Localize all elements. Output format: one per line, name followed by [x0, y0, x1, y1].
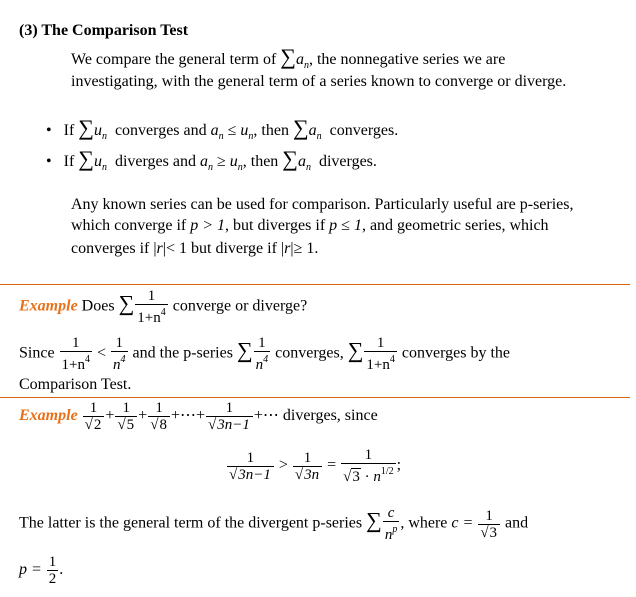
sub-n: n — [316, 131, 322, 142]
example-1-answer — [19, 335, 510, 373]
bullet-1-text-b: , then — [253, 122, 289, 139]
sigma-symbol: ∑ — [280, 44, 296, 69]
plus-sign: + — [138, 407, 148, 425]
frac-den: √3n−1 — [229, 466, 271, 483]
fraction-1-over-sqrt3n-1 — [206, 400, 253, 433]
sub-n: n — [101, 131, 107, 142]
since-text: Since — [19, 344, 55, 362]
bullet-2-if: If — [63, 153, 75, 170]
relation-le: ≤ — [227, 122, 237, 139]
latter-text-c: and — [505, 514, 529, 532]
eq-sign: = — [327, 456, 337, 474]
expr-p-gt-1: p > 1 — [190, 217, 226, 234]
semicolon: ; — [396, 456, 402, 474]
fraction-1-over-sqrt3-n-half — [341, 447, 396, 485]
frac-den: √3 — [480, 524, 498, 541]
comparison-test-text: Comparison Test. — [19, 376, 132, 393]
den-text: 1+n — [366, 357, 390, 373]
frac-den: √2 — [84, 417, 102, 433]
dot-op: · — [364, 469, 370, 485]
frac-den — [60, 352, 92, 373]
frac-den — [254, 352, 271, 373]
plus-sign: + — [105, 407, 115, 425]
bullet-dot: • — [46, 153, 52, 170]
sigma-symbol: ∑ — [78, 115, 94, 140]
example-1-does: Does — [81, 297, 115, 315]
sub-n: n — [237, 162, 243, 173]
frac-den: √5 — [117, 417, 135, 433]
para-line-2 — [71, 217, 549, 235]
frac-den — [135, 305, 167, 326]
fraction-1-over-n4 — [111, 335, 128, 373]
frac-num: 1 — [48, 554, 57, 570]
para-text-2b: , but diverges if — [225, 217, 326, 234]
radicand: 3 — [352, 469, 360, 485]
radicand: 3n−1 — [238, 466, 271, 483]
radicand: 5 — [126, 417, 135, 433]
var-r: r — [284, 240, 291, 257]
intro-text-1a: We compare the general term of — [71, 51, 277, 68]
frac-num: 1 — [135, 288, 167, 305]
lt-sign: < — [97, 344, 107, 362]
fraction-1-over-1pn4 — [60, 335, 92, 373]
fraction-1-over-1pn4 — [364, 335, 396, 373]
exp-half: 1/2 — [380, 466, 394, 477]
sigma-symbol: ∑ — [347, 337, 364, 363]
den-text: 1+n — [61, 357, 86, 373]
frac-num: 1 — [111, 335, 128, 352]
example-1-question — [19, 288, 307, 326]
bullet-2-text-a: diverges and — [114, 153, 196, 170]
frac-den — [383, 522, 400, 543]
var-u: u — [93, 153, 102, 170]
var-a: a — [308, 122, 317, 139]
sub-n: n — [305, 162, 311, 173]
c-equals: c = — [451, 514, 474, 532]
example-divider-1 — [0, 284, 630, 285]
fraction-1-over-sqrt3n — [293, 450, 322, 483]
radicand: 2 — [93, 417, 102, 433]
expr-abs-r-lt-1: < 1 — [165, 240, 188, 257]
para-line-1: Any known series can be used for comparison. Particularly useful are p-series, — [71, 196, 574, 213]
converges-by-text: converges by the — [401, 344, 510, 362]
radicand: 8 — [159, 417, 167, 433]
den-n: n — [113, 357, 121, 373]
exp-4: 4 — [389, 354, 395, 365]
var-r: r — [156, 240, 163, 257]
p-equals-half — [19, 554, 63, 587]
var-n: n — [373, 469, 381, 485]
ellipsis-tail: +⋯ — [253, 407, 279, 425]
radicand: 3n−1 — [217, 417, 250, 433]
expr-abs-r-ge-1: ≥ 1 — [293, 240, 315, 257]
frac-num: 1 — [148, 400, 170, 417]
var-u: u — [240, 122, 249, 139]
example-1-converge-text: converge or diverge? — [172, 297, 308, 315]
fraction-1-over-sqrt3n-1 — [227, 450, 274, 483]
bullet-1-text-a: converges and — [114, 122, 207, 139]
converges-text: converges, — [275, 344, 344, 362]
bullet-2-text-c: diverges. — [318, 153, 377, 170]
sigma-symbol: ∑ — [236, 337, 253, 363]
var-a: a — [297, 153, 306, 170]
fraction-1-over-2 — [47, 554, 59, 587]
exp-4: 4 — [85, 354, 91, 365]
ellipsis-plus: +⋯+ — [170, 407, 205, 425]
relation-ge: ≥ — [216, 153, 226, 170]
exp-4: 4 — [120, 354, 126, 365]
frac-num: 1 — [206, 400, 253, 417]
den-text: 1+n — [137, 310, 161, 326]
example-divider-2 — [0, 397, 630, 398]
section-heading: (3) The Comparison Test — [19, 22, 189, 39]
fraction-1-over-n4 — [254, 335, 271, 373]
radicand: 3n — [304, 466, 320, 483]
var-a: a — [199, 153, 208, 170]
intro-text-1b: , the nonnegative series we are — [308, 51, 506, 68]
expr-p-le-1: p ≤ 1 — [329, 217, 362, 234]
bullet-2 — [46, 148, 377, 177]
den-n: n — [255, 357, 264, 373]
sigma-symbol: ∑ — [366, 507, 382, 533]
exp-p: p — [392, 524, 398, 535]
and-p-series-text: and the p-series — [132, 344, 233, 362]
frac-num: 1 — [341, 447, 396, 464]
sigma-symbol: ∑ — [78, 146, 94, 171]
para-text-2a: which converge if — [71, 217, 187, 234]
frac-num: 1 — [478, 508, 500, 525]
frac-num: 1 — [293, 450, 322, 467]
latter-line — [19, 505, 528, 543]
frac-den — [364, 352, 396, 373]
bullet-1 — [46, 117, 398, 146]
frac-den: √3n — [294, 466, 320, 483]
frac-num: 1 — [83, 400, 105, 417]
sub-n: n — [207, 162, 213, 173]
var-u: u — [229, 153, 238, 170]
var-a: a — [295, 51, 304, 68]
frac-num: 1 — [60, 335, 92, 352]
frac-num: 1 — [227, 450, 274, 467]
radicand: 3 — [489, 524, 498, 541]
frac-num: 1 — [364, 335, 396, 352]
latter-text-b: , where — [400, 514, 448, 532]
frac-num: 1 — [254, 335, 271, 352]
frac-num: 1 — [115, 400, 137, 417]
bullet-dot: • — [46, 122, 52, 139]
frac-num: c — [383, 505, 400, 522]
example-2-inequality — [226, 447, 401, 485]
para-text-3a: converges if — [71, 240, 150, 257]
bullet-2-text-b: , then — [242, 153, 279, 170]
frac-den: √3n−1 — [207, 417, 250, 433]
sub-n: n — [303, 60, 309, 71]
fraction-1-over-sqrt8 — [148, 400, 170, 433]
sigma-symbol: ∑ — [118, 290, 135, 316]
var-a: a — [210, 122, 219, 139]
diverges-since-text: diverges, since — [282, 407, 378, 425]
exp-den: 2 — [388, 466, 394, 477]
exp-num: 1 — [380, 466, 386, 477]
example-2-series — [19, 400, 378, 433]
sub-n: n — [248, 131, 254, 142]
frac-den: $√3 \cdot n^{1/2}$ — [343, 466, 394, 485]
gt-sign: > — [278, 456, 288, 474]
intro-line-2: investigating, with the general term of a series known to converge or diverge. — [71, 73, 567, 90]
sigma-symbol: ∑ — [292, 115, 309, 140]
var-u: u — [93, 122, 102, 139]
period: . — [59, 561, 64, 579]
frac-den — [111, 352, 128, 373]
intro-line-1 — [71, 46, 505, 75]
den-n: n — [384, 527, 393, 543]
fraction-1-over-sqrt5 — [115, 400, 137, 433]
para-text-2c: , and geometric series, which — [361, 217, 549, 234]
fraction-1-over-sqrt2 — [83, 400, 105, 433]
sub-n: n — [218, 131, 224, 142]
period: . — [314, 240, 319, 257]
para-text-3b: but diverge if — [191, 240, 277, 257]
fraction-1-over-sqrt3 — [478, 508, 500, 541]
p-equals: p = — [19, 561, 42, 579]
example-1-label: Example — [19, 297, 78, 315]
example-2-label: Example — [19, 407, 78, 425]
fraction-1-over-1pn4 — [135, 288, 167, 326]
frac-den: √8 — [150, 417, 167, 433]
exp-4: 4 — [160, 307, 166, 318]
exp-4: 4 — [263, 354, 269, 365]
para-line-3: converges if |r|< 1 but diverge if |r|≥ 1. — [71, 240, 319, 257]
sigma-symbol: ∑ — [282, 146, 298, 171]
latter-text-a: The latter is the general term of the divergent p-series — [19, 514, 363, 532]
sub-n: n — [101, 162, 107, 173]
bullet-1-if: If — [63, 122, 75, 139]
bullet-1-text-c: converges. — [329, 122, 399, 139]
fraction-c-over-np — [383, 505, 400, 543]
frac-den: 2 — [48, 571, 57, 587]
